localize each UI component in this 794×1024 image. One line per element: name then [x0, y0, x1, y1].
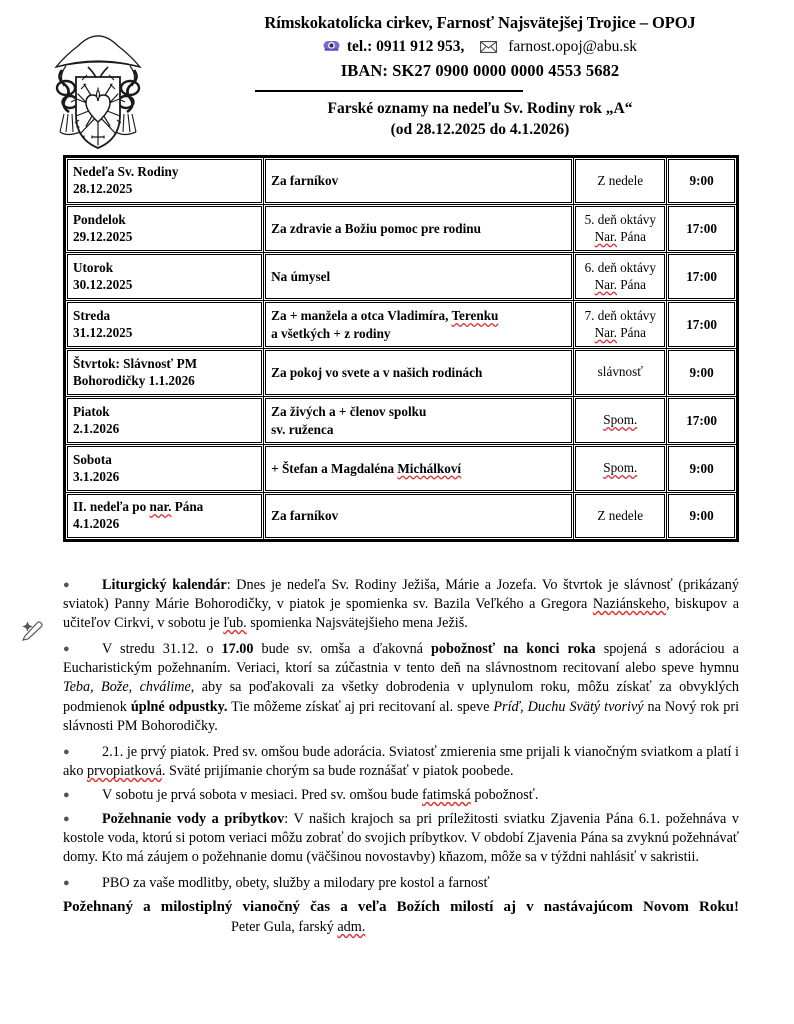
para4-text-a: V sobotu je prvá sobota v mesiaci. Pred sv. omšou bude	[102, 786, 422, 803]
bullet-icon: ●	[63, 579, 70, 591]
day-date: 31.12.2025	[73, 324, 133, 340]
day-name: Streda	[73, 307, 111, 323]
table-row	[65, 301, 738, 349]
day-date: Bohorodičky 1.1.2026	[73, 372, 195, 388]
email-address[interactable]: farnost.opoj@abu.sk	[508, 37, 637, 55]
note-line-1: 6. deň oktávy	[584, 260, 656, 275]
para6-text: PBO za vaše modlitby, obety, služby a milodary pre kostol a farnosť	[102, 875, 490, 892]
bullet-icon: ●	[63, 643, 70, 656]
para4-text-b: pobožnosť.	[470, 786, 539, 803]
announcement-liturgical-calendar	[63, 576, 739, 633]
spellcheck-word: Naziánskeho	[592, 596, 667, 613]
cell-intention	[264, 349, 574, 397]
para2-text-e: Tie môžeme získať aj pri recitovaní al. speve	[227, 698, 494, 715]
subtitle-line-1: Farské oznamy na nedeľu Sv. Rodiny rok „A“	[327, 100, 633, 117]
cell-day	[65, 157, 264, 205]
para2-hymn-1: Teba, Bože, chválime	[63, 679, 191, 696]
para2-text-a: V stredu 31.12. o	[102, 641, 222, 658]
para2-text-b: bude sv. omša a ďakovná	[253, 641, 432, 658]
table-row	[65, 493, 738, 541]
day-date: 3.1.2026	[73, 468, 120, 484]
tel-number: 0911 912 953,	[376, 37, 465, 55]
day-date: 28.12.2025	[73, 181, 133, 196]
cell-day	[65, 349, 264, 397]
contact-line	[180, 36, 780, 60]
spellcheck-word: prvopiatková	[87, 762, 162, 779]
spellcheck-word: Nar.	[594, 276, 617, 292]
cell-note	[574, 445, 667, 493]
para2-text-c: spojená s adoráciou a Eucharistickým požehnaním. Veriaci, ktorí sa zúčastnia v tento deň na slávnostnom recitovaní alebo speve hymnu	[63, 641, 739, 677]
para1-text-a: : Dnes je nedeľa Sv. Rodiny Ježiša, Márie a Jozefa. Vo štvrtok je slávnosť (prikázaný sviatok) Panny Márie Bohorodičky, v piatok je spomienka sv. Bazila Veľkého a Gregora	[63, 577, 739, 613]
cell-note	[574, 349, 667, 397]
bulletin-subtitle	[180, 99, 780, 140]
bullet-icon: ●	[63, 745, 70, 758]
note-line-1: Z nedele	[597, 172, 644, 188]
para1-text-c: spomienka Najsvätejšieho mena Ježiš.	[246, 615, 468, 632]
cell-note	[574, 493, 667, 541]
note-line-1: Z nedele	[597, 507, 644, 523]
table-row	[65, 349, 738, 397]
cell-note	[574, 397, 667, 445]
cell-intention	[264, 301, 574, 349]
organization-name: Rímskokatolícka cirkev, Farnosť Najsvätejšej Trojice – OPOJ	[264, 13, 696, 32]
signature	[231, 918, 365, 936]
closing-greeting	[63, 898, 739, 937]
cell-time: 17:00	[667, 301, 738, 349]
bullet-icon: ●	[63, 813, 70, 826]
signature-name: Peter Gula, farský	[231, 918, 338, 935]
iban-line: IBAN: SK27 0900 0000 0000 4553 5682	[340, 61, 620, 81]
cell-intention	[264, 205, 574, 253]
table-row	[65, 253, 738, 301]
bullet-icon: ●	[63, 788, 70, 801]
cell-note	[574, 301, 667, 349]
para3-text-a: 2.1. je prvý piatok. Pred sv. omšou bude adorácia. Sviatosť zmierenia sme prijali k vianočným sviatkom a platí i ako	[63, 743, 739, 779]
table-row	[65, 205, 738, 253]
spellcheck-word: fatimská	[421, 786, 471, 803]
table-row	[65, 157, 738, 205]
cell-time: 9:00	[667, 157, 738, 205]
note-line-1: 5. deň oktávy	[584, 212, 656, 227]
document-header	[0, 0, 794, 152]
para2-text-d: , aby sa poďakovali za všetky dobrodenia v uplynulom roku, môžu získať za obvyklých podmienok	[63, 679, 740, 715]
day-name: Utorok	[73, 259, 114, 275]
intention-line-2: sv. ruženca	[271, 421, 334, 437]
day-name: II. nedeľa po nar. Pána	[73, 499, 204, 515]
day-date: 30.12.2025	[73, 276, 133, 292]
cell-intention	[264, 253, 574, 301]
cell-day	[65, 253, 264, 301]
day-name: Štvrtok: Slávnosť PM	[73, 355, 198, 371]
mass-schedule-table-wrapper	[63, 155, 739, 542]
para2-hymn-2: Príď, Duchu Svätý tvorivý	[493, 698, 644, 715]
announcement-thanks	[63, 874, 739, 893]
note-line-1: 7. deň oktávy	[584, 308, 656, 323]
note-line-1: slávnosť	[597, 364, 643, 380]
spellcheck-word: adm.	[337, 918, 366, 935]
cell-note	[574, 157, 667, 205]
para1-heading: Liturgický kalendár	[102, 577, 227, 593]
coat-of-arms-icon	[22, 14, 174, 150]
intention-line-1: Za farníkov	[271, 173, 339, 189]
closing-text: Požehnaný a milostiplný vianočný čas a veľa Božích milostí aj v nastávajúcom Novom Roku!	[63, 899, 739, 916]
day-name: Piatok	[73, 403, 110, 419]
spellcheck-word: Michálkoví	[397, 460, 462, 476]
day-date: 29.12.2025	[73, 228, 133, 244]
spellcheck-word: Terenku	[451, 308, 499, 324]
note-line-2: Nar. Pána	[594, 228, 646, 244]
envelope-icon	[480, 38, 497, 60]
para3-text-b: . Sväté prijímanie chorým sa bude roznášať v piatok poobede.	[161, 762, 514, 779]
note-line-1	[581, 460, 659, 477]
intention-line-1: + Štefan a Magdaléna Michálkoví	[271, 460, 462, 476]
spellcheck-word: Nar.	[594, 324, 617, 340]
announcement-year-end-devotion	[63, 640, 739, 735]
bullet-icon: ●	[63, 877, 70, 890]
para2-bold-indulgence: úplné odpustky.	[130, 698, 228, 715]
table-row	[65, 397, 738, 445]
cell-intention	[264, 445, 574, 493]
cell-day	[65, 301, 264, 349]
intention-line-1: Za farníkov	[271, 508, 339, 524]
intention-line-1: Za + manžela a otca Vladimíra, Terenku	[271, 308, 499, 324]
cell-time: 17:00	[667, 253, 738, 301]
ai-pen-icon[interactable]	[19, 612, 45, 642]
table-row	[65, 445, 738, 493]
cell-intention	[264, 157, 574, 205]
announcement-first-saturday	[63, 786, 739, 805]
cell-time: 9:00	[667, 349, 738, 397]
day-date: 2.1.2026	[73, 420, 120, 436]
para5-text-a: : V našich krajoch sa pri príležitosti sviatku Zjavenia Pána 6.1. požehnáva v kostole voda, ktorú si potom veriaci môžu zobrať do svojich príbytkov. V období Zjavenia Pána sa zvyknú požehnávať domy. Kto má záujem o požehnanie domu (väčšinou novostavby) kňazom, môže sa v týždni nahlásiť v sakristii.	[63, 811, 739, 866]
para5-heading: Požehnanie vody a príbytkov	[102, 811, 285, 828]
para2-bold-devotion: pobožnosť na konci roka	[431, 641, 596, 658]
spellcheck-word: nar.	[149, 499, 172, 515]
day-date: 4.1.2026	[73, 516, 120, 531]
cell-time: 17:00	[667, 397, 738, 445]
note-line-1	[581, 412, 659, 429]
day-name: Nedeľa Sv. Rodiny	[73, 164, 179, 180]
spellcheck-word: ľub.	[223, 615, 247, 632]
cell-day	[65, 445, 264, 493]
para2-text-f: na Nový rok pri slávnosti PM Bohorodičky.	[63, 698, 740, 734]
cell-day	[65, 397, 264, 445]
spellcheck-word: Spom.	[603, 460, 638, 476]
cell-intention	[264, 397, 574, 445]
cell-intention	[264, 493, 574, 541]
cell-day	[65, 205, 264, 253]
day-name: Pondelok	[73, 211, 126, 227]
tel-label: tel.:	[346, 37, 373, 55]
header-divider	[255, 90, 523, 92]
para2-time: 17.00	[221, 641, 254, 658]
cell-time: 9:00	[667, 493, 738, 541]
header-text-block	[180, 13, 780, 81]
spellcheck-word: Spom.	[603, 412, 638, 428]
para1-text-b: , biskupov a učiteľov Cirkvi, v sobotu je	[63, 596, 739, 632]
intention-line-1: Za zdravie a Božiu pomoc pre rodinu	[271, 220, 481, 236]
intention-line-1: Za živých a + členov spolku	[271, 404, 427, 420]
cell-note	[574, 253, 667, 301]
announcement-house-blessing	[63, 810, 739, 867]
telephone-icon	[323, 38, 340, 60]
mass-schedule-table	[63, 155, 739, 542]
table-body	[65, 157, 738, 541]
spellcheck-word: Nar.	[594, 228, 617, 244]
day-name: Sobota	[73, 451, 112, 467]
note-line-2: Nar. Pána	[594, 324, 646, 340]
cell-day	[65, 493, 264, 541]
subtitle-line-2: (od 28.12.2025 do 4.1.2026)	[390, 120, 570, 138]
intention-line-2: a všetkých + z rodiny	[271, 325, 391, 341]
intention-line-1: Za pokoj vo svete a v našich rodinách	[271, 364, 483, 380]
cell-time: 9:00	[667, 445, 738, 493]
note-line-2: Nar. Pána	[594, 276, 646, 292]
intention-line-1: Na úmysel	[271, 268, 331, 284]
announcements-section	[63, 576, 739, 937]
announcement-first-friday	[63, 743, 739, 781]
cell-note	[574, 205, 667, 253]
cell-time: 17:00	[667, 205, 738, 253]
